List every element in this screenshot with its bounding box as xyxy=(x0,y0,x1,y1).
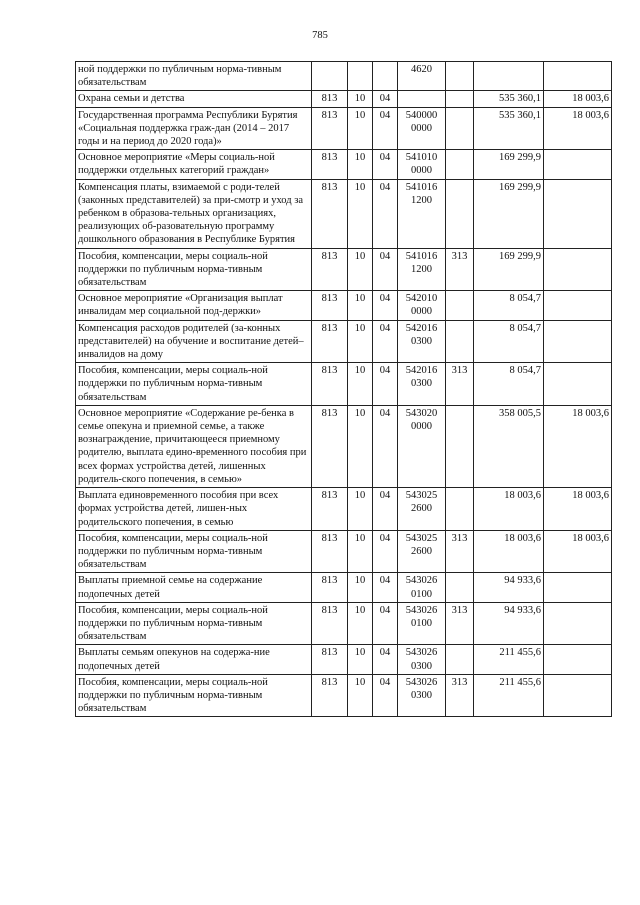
expense-type-cell xyxy=(446,645,474,674)
amount-federal-cell xyxy=(544,248,612,291)
expense-type-cell xyxy=(446,488,474,531)
target-article-line1: 543026 xyxy=(405,647,438,659)
target-article-cell xyxy=(398,488,446,531)
target-article-cell xyxy=(398,674,446,717)
expense-type-cell xyxy=(446,107,474,150)
target-article-line1: 541016 xyxy=(405,181,438,193)
amount-total-cell: 211 455,6 xyxy=(474,645,544,674)
table-row xyxy=(76,488,612,531)
amount-federal-cell xyxy=(544,291,612,320)
row-name-cell: Основное мероприятие «Организация выплат инвалидам мер социальной под-держки» xyxy=(76,291,312,320)
table-row xyxy=(76,150,612,179)
amount-federal-cell xyxy=(544,573,612,602)
table-row xyxy=(76,405,612,487)
amount-total-cell: 211 455,6 xyxy=(474,674,544,717)
table-row xyxy=(76,91,612,107)
row-name-cell: Пособия, компенсации, меры социаль-ной поддержки по публичным норма-тивным обязательствам xyxy=(76,602,312,645)
section-code-cell: 10 xyxy=(348,573,373,602)
ministry-code-cell: 813 xyxy=(312,248,348,291)
subsection-code-cell: 04 xyxy=(373,179,398,248)
target-article-line2: 0300 xyxy=(411,335,432,347)
expense-type-cell xyxy=(446,179,474,248)
row-name-cell: Компенсация платы, взимаемой с роди-телей (законных представителей) за при-смотр и уход за ребенком в образова-тельных организациях, реализующих об-разовательную программу дошкольного образования в Республике Бурятия xyxy=(76,179,312,248)
row-name-cell: Пособия, компенсации, меры социаль-ной поддержки по публичным норма-тивным обязательствам xyxy=(76,248,312,291)
target-article-cell xyxy=(398,179,446,248)
target-article-cell xyxy=(398,291,446,320)
section-code-cell: 10 xyxy=(348,530,373,573)
subsection-code-cell: 04 xyxy=(373,291,398,320)
table-row xyxy=(76,107,612,150)
expense-type-cell xyxy=(446,62,474,91)
ministry-code-cell: 813 xyxy=(312,405,348,487)
subsection-code-cell: 04 xyxy=(373,363,398,406)
table-row xyxy=(76,674,612,717)
row-name-cell: Компенсация расходов родителей (за-конных представителей) на обучение и воспитание детей–инвалидов на дому xyxy=(76,320,312,363)
row-name-cell: Выплаты приемной семье на содержание подопечных детей xyxy=(76,573,312,602)
target-article-line1: 543025 xyxy=(405,490,438,502)
target-article-line2: 0300 xyxy=(411,378,432,390)
amount-total-cell: 94 933,6 xyxy=(474,573,544,602)
target-article-cell xyxy=(398,320,446,363)
target-article-line1: 543020 xyxy=(405,407,438,419)
subsection-code-cell: 04 xyxy=(373,602,398,645)
amount-total-cell: 358 005,5 xyxy=(474,405,544,487)
amount-federal-cell xyxy=(544,674,612,717)
table-row xyxy=(76,573,612,602)
amount-federal-cell: 18 003,6 xyxy=(544,405,612,487)
target-article-line1: 542016 xyxy=(405,322,438,334)
amount-total-cell: 8 054,7 xyxy=(474,291,544,320)
section-code-cell: 10 xyxy=(348,645,373,674)
target-article-cell xyxy=(398,573,446,602)
target-article-line2: 2600 xyxy=(411,503,432,515)
amount-total-cell: 94 933,6 xyxy=(474,602,544,645)
ministry-code-cell: 813 xyxy=(312,179,348,248)
amount-federal-cell xyxy=(544,179,612,248)
subsection-code-cell: 04 xyxy=(373,573,398,602)
ministry-code-cell: 813 xyxy=(312,150,348,179)
amount-total-cell xyxy=(474,62,544,91)
page-number: 785 xyxy=(312,30,328,41)
subsection-code-cell: 04 xyxy=(373,248,398,291)
row-name-cell: Основное мероприятие «Меры социаль-ной поддержки отдельных категорий граждан» xyxy=(76,150,312,179)
section-code-cell: 10 xyxy=(348,674,373,717)
section-code-cell: 10 xyxy=(348,248,373,291)
amount-total-cell: 169 299,9 xyxy=(474,150,544,179)
amount-total-cell: 8 054,7 xyxy=(474,363,544,406)
table-row xyxy=(76,248,612,291)
ministry-code-cell: 813 xyxy=(312,91,348,107)
row-name-cell: Охрана семьи и детства xyxy=(76,91,312,107)
ministry-code-cell: 813 xyxy=(312,645,348,674)
target-article-cell xyxy=(398,62,446,91)
target-article-cell xyxy=(398,405,446,487)
row-name-cell: Пособия, компенсации, меры социаль-ной поддержки по публичным норма-тивным обязательствам xyxy=(76,674,312,717)
amount-federal-cell: 18 003,6 xyxy=(544,530,612,573)
amount-federal-cell: 18 003,6 xyxy=(544,488,612,531)
target-article-line2: 1200 xyxy=(411,263,432,275)
subsection-code-cell: 04 xyxy=(373,150,398,179)
subsection-code-cell: 04 xyxy=(373,645,398,674)
ministry-code-cell: 813 xyxy=(312,488,348,531)
row-name-cell: Государственная программа Республики Бурятия «Социальная поддержка граж-дан (2014 – 2017 годы и на период до 2020 года)» xyxy=(76,107,312,150)
table-row xyxy=(76,530,612,573)
amount-federal-cell xyxy=(544,62,612,91)
amount-total-cell: 535 360,1 xyxy=(474,107,544,150)
expense-type-cell xyxy=(446,573,474,602)
budget-table xyxy=(75,61,612,717)
target-article-line2: 0300 xyxy=(411,689,432,701)
amount-federal-cell xyxy=(544,363,612,406)
section-code-cell: 10 xyxy=(348,291,373,320)
ministry-code-cell: 813 xyxy=(312,107,348,150)
target-article-line2: 0100 xyxy=(411,588,432,600)
target-article-line1: 542016 xyxy=(405,365,438,377)
table-row xyxy=(76,320,612,363)
amount-total-cell: 18 003,6 xyxy=(474,530,544,573)
amount-total-cell: 169 299,9 xyxy=(474,179,544,248)
amount-federal-cell: 18 003,6 xyxy=(544,107,612,150)
expense-type-cell xyxy=(446,91,474,107)
table-row xyxy=(76,645,612,674)
target-article-line2: 1200 xyxy=(411,194,432,206)
section-code-cell: 10 xyxy=(348,405,373,487)
target-article-cell xyxy=(398,91,446,107)
expense-type-cell xyxy=(446,320,474,363)
row-name-cell: Основное мероприятие «Содержание ре-бенка в семье опекуна и приемной семье, а также вознаграждение, причитающееся приемному родителю, выплата едино-временного пособия при всех формах устройства детей, лишенных родитель-ского попечения, в семью» xyxy=(76,405,312,487)
amount-federal-cell xyxy=(544,320,612,363)
row-name-cell: Выплата единовременного пособия при всех формах устройства детей, лишен-ных родительского попечения, в семью xyxy=(76,488,312,531)
amount-federal-cell xyxy=(544,602,612,645)
target-article-cell xyxy=(398,530,446,573)
subsection-code-cell: 04 xyxy=(373,674,398,717)
subsection-code-cell: 04 xyxy=(373,320,398,363)
target-article-line1: 543026 xyxy=(405,604,438,616)
target-article-line1: 542010 xyxy=(405,293,438,305)
expense-type-cell xyxy=(446,150,474,179)
amount-total-cell: 169 299,9 xyxy=(474,248,544,291)
expense-type-cell: 313 xyxy=(446,248,474,291)
row-name-cell: Пособия, компенсации, меры социаль-ной поддержки по публичным норма-тивным обязательствам xyxy=(76,530,312,573)
section-code-cell xyxy=(348,62,373,91)
target-article-line2: 2600 xyxy=(411,545,432,557)
subsection-code-cell: 04 xyxy=(373,91,398,107)
target-article-line1: 543025 xyxy=(405,532,438,544)
table-row xyxy=(76,602,612,645)
subsection-code-cell: 04 xyxy=(373,488,398,531)
target-article-cell xyxy=(398,363,446,406)
target-article-line1: 543026 xyxy=(405,575,438,587)
target-article-cell xyxy=(398,107,446,150)
expense-type-cell: 313 xyxy=(446,602,474,645)
section-code-cell: 10 xyxy=(348,107,373,150)
row-name-cell: Пособия, компенсации, меры социаль-ной поддержки по публичным норма-тивным обязательствам xyxy=(76,363,312,406)
expense-type-cell: 313 xyxy=(446,674,474,717)
ministry-code-cell xyxy=(312,62,348,91)
section-code-cell: 10 xyxy=(348,602,373,645)
subsection-code-cell: 04 xyxy=(373,530,398,573)
target-article-line1: 541016 xyxy=(405,250,438,262)
expense-type-cell xyxy=(446,405,474,487)
expense-type-cell xyxy=(446,291,474,320)
target-article-cell xyxy=(398,150,446,179)
table-row xyxy=(76,363,612,406)
subsection-code-cell xyxy=(373,62,398,91)
target-article-line1: 4620 xyxy=(411,64,432,75)
target-article-line1: 543026 xyxy=(405,676,438,688)
section-code-cell: 10 xyxy=(348,150,373,179)
table-row xyxy=(76,291,612,320)
ministry-code-cell: 813 xyxy=(312,320,348,363)
amount-total-cell: 18 003,6 xyxy=(474,488,544,531)
row-name-cell: Выплаты семьям опекунов на содержа-ние подопечных детей xyxy=(76,645,312,674)
ministry-code-cell: 813 xyxy=(312,602,348,645)
section-code-cell: 10 xyxy=(348,363,373,406)
target-article-line2: 0100 xyxy=(411,617,432,629)
amount-total-cell: 535 360,1 xyxy=(474,91,544,107)
section-code-cell: 10 xyxy=(348,320,373,363)
target-article-line2: 0000 xyxy=(411,165,432,177)
amount-total-cell: 8 054,7 xyxy=(474,320,544,363)
table-row xyxy=(76,62,612,91)
subsection-code-cell: 04 xyxy=(373,107,398,150)
ministry-code-cell: 813 xyxy=(312,530,348,573)
target-article-line2: 0000 xyxy=(411,421,432,433)
amount-federal-cell xyxy=(544,645,612,674)
ministry-code-cell: 813 xyxy=(312,363,348,406)
amount-federal-cell: 18 003,6 xyxy=(544,91,612,107)
expense-type-cell: 313 xyxy=(446,363,474,406)
amount-federal-cell xyxy=(544,150,612,179)
target-article-line2: 0300 xyxy=(411,660,432,672)
section-code-cell: 10 xyxy=(348,91,373,107)
row-name-cell: ной поддержки по публичным норма-тивным обязательствам xyxy=(76,62,312,91)
target-article-cell xyxy=(398,602,446,645)
target-article-line1: 541010 xyxy=(405,152,438,164)
target-article-line1: 540000 xyxy=(405,109,438,121)
target-article-line2: 0000 xyxy=(411,306,432,318)
expense-type-cell: 313 xyxy=(446,530,474,573)
subsection-code-cell: 04 xyxy=(373,405,398,487)
ministry-code-cell: 813 xyxy=(312,573,348,602)
target-article-cell xyxy=(398,248,446,291)
section-code-cell: 10 xyxy=(348,488,373,531)
ministry-code-cell: 813 xyxy=(312,291,348,320)
section-code-cell: 10 xyxy=(348,179,373,248)
target-article-cell xyxy=(398,645,446,674)
target-article-line2: 0000 xyxy=(411,122,432,134)
ministry-code-cell: 813 xyxy=(312,674,348,717)
table-row xyxy=(76,179,612,248)
